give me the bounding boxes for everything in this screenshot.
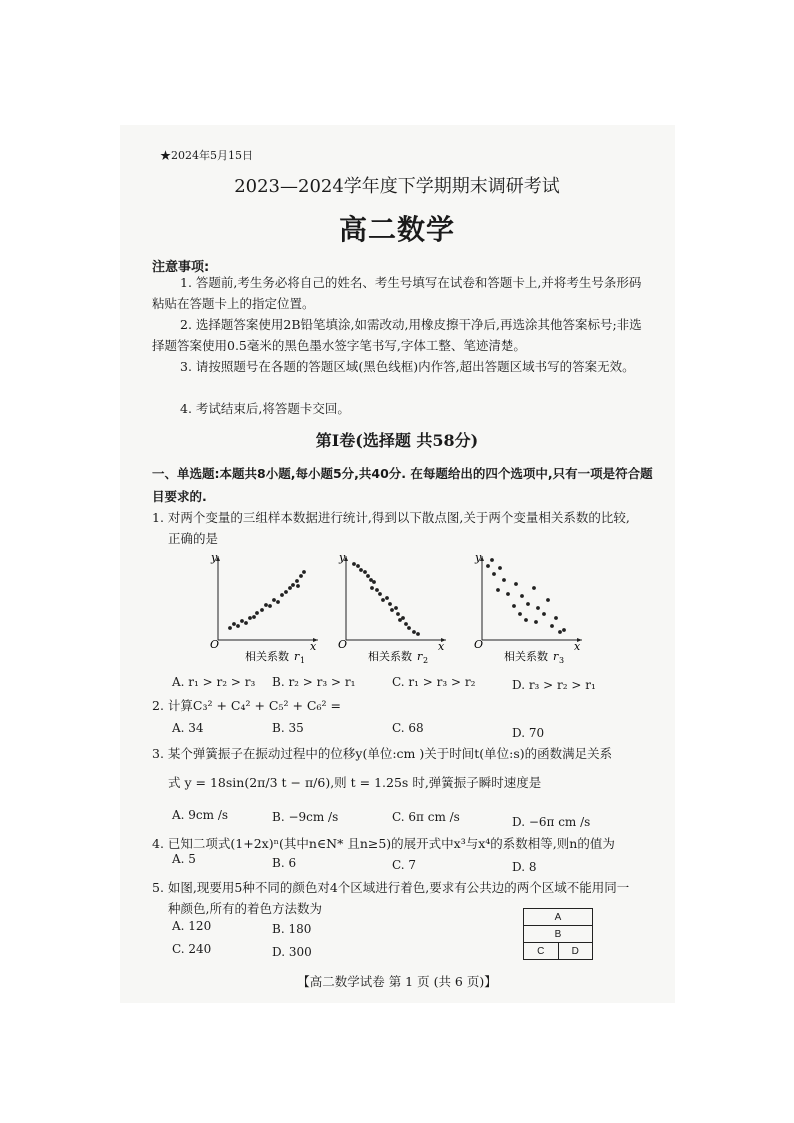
q3-option-d: D. −6π cm /s <box>512 815 591 829</box>
notice-item: 1. 答题前,考生务必将自己的姓名、考生号填写在试卷和答题卡上,并将考生号条形码粘贴在答题卡上的指定位置。 <box>152 275 642 311</box>
scatter-point <box>542 612 546 616</box>
scatter-plot-3 <box>474 551 582 665</box>
notice-item: 3. 请按照题号在各题的答题区域(黑色线框)内作答,超出答题区域书写的答案无效。 <box>180 359 635 374</box>
scatter-point <box>295 579 299 583</box>
origin-label: O <box>474 638 484 651</box>
svg-text:r: r <box>417 650 423 663</box>
scatter-point <box>280 593 284 597</box>
axis-y-label: y <box>211 551 218 564</box>
svg-text:3: 3 <box>559 656 565 665</box>
plot-2-caption: 相关系数 <box>368 650 412 663</box>
scatter-point <box>255 611 259 615</box>
scatter-point <box>260 608 264 612</box>
q5-option-a: A. 120 <box>172 919 212 933</box>
subject-title: 高二数学 <box>338 213 455 246</box>
scatter-point <box>404 622 408 626</box>
scatter-point <box>236 624 240 628</box>
scatter-point <box>284 590 288 594</box>
scatter-point <box>396 612 400 616</box>
scatter-point <box>554 616 558 620</box>
page-footer: 【高二数学试卷 第 1 页 (共 6 页)】 <box>297 974 497 989</box>
axis-x-label: x <box>310 640 317 653</box>
exam-date: ★2024年5月15日 <box>160 149 253 162</box>
q2-option-d: D. 70 <box>512 726 545 740</box>
question-3-stem-cont: 式 y = 18sin(2π/3 t − π/6),则 t = 1.25s 时,弹簧振子瞬时速度是 <box>168 775 542 790</box>
axis-y-label: y <box>475 551 482 564</box>
scatter-plots <box>200 548 620 670</box>
scatter-point <box>356 564 360 568</box>
scatter-point <box>514 582 518 586</box>
scatter-point <box>518 612 522 616</box>
scatter-point <box>232 622 236 626</box>
question-2-stem: 2. 计算C₃² + C₄² + C₅² + C₆² = <box>152 698 341 713</box>
origin-label: O <box>338 638 348 651</box>
scatter-point <box>506 592 510 596</box>
scatter-plot-2 <box>338 551 446 665</box>
scatter-point <box>264 603 268 607</box>
scatter-point <box>562 628 566 632</box>
question-5-stem-cont: 种颜色,所有的着色方法数为 <box>168 901 322 916</box>
section-instructions: 一、单选题:本题共8小题,每小题5分,共40分. 在每题给出的四个选项中,只有一项是符合题目要求的. <box>152 466 653 504</box>
scatter-point <box>302 570 306 574</box>
origin-label: O <box>210 638 220 651</box>
scatter-point <box>228 626 232 630</box>
scatter-point <box>288 586 292 590</box>
scatter-point <box>272 598 276 602</box>
q2-option-c: C. 68 <box>392 721 424 735</box>
q3-option-c: C. 6π cm /s <box>392 810 460 824</box>
plot-3-caption: 相关系数 <box>504 650 548 663</box>
plot-1-caption: 相关系数 <box>245 650 289 663</box>
scatter-point <box>524 618 528 622</box>
svg-text:r: r <box>294 650 300 663</box>
scatter-point <box>536 606 540 610</box>
q4-option-c: C. 7 <box>392 858 417 872</box>
axis-x-label: x <box>574 640 581 653</box>
scatter-point <box>401 616 405 620</box>
scatter-point <box>375 588 379 592</box>
region-c: C <box>524 943 559 960</box>
scatter-point <box>407 626 411 630</box>
scatter-point <box>372 580 376 584</box>
q1-option-c: C. r₁ > r₃ > r₂ <box>392 675 476 689</box>
scatter-point <box>532 586 536 590</box>
scatter-point <box>520 594 524 598</box>
scatter-point <box>394 606 398 610</box>
scatter-point <box>381 598 385 602</box>
q1-option-d: D. r₃ > r₂ > r₁ <box>512 678 596 692</box>
scatter-point <box>366 574 370 578</box>
region-a: A <box>524 909 593 926</box>
scatter-point <box>558 630 562 634</box>
notice-item: 2. 选择题答案使用2B铅笔填涂,如需改动,用橡皮擦干净后,再选涂其他答案标号;非选择题答案使用0.5毫米的黑色墨水签字笔书写,字体工整、笔迹清楚。 <box>152 317 642 353</box>
svg-text:r: r <box>553 650 559 663</box>
exam-title: 2023—2024学年度下学期期末调研考试 <box>234 176 560 197</box>
scatter-point <box>299 574 303 578</box>
scatter-point <box>352 562 356 566</box>
scatter-point <box>385 596 389 600</box>
scatter-point <box>370 586 374 590</box>
scatter-point <box>296 584 300 588</box>
scatter-point <box>244 621 248 625</box>
scatter-point <box>378 592 382 596</box>
question-1-stem: 1. 对两个变量的三组样本数据进行统计,得到以下散点图,关于两个变量相关系数的比较, <box>152 510 630 525</box>
q4-option-d: D. 8 <box>512 860 537 874</box>
notice-heading: 注意事项: <box>152 260 210 275</box>
scatter-point <box>390 608 394 612</box>
question-4-stem: 4. 已知二项式(1+2x)ⁿ(其中n∈N* 且n≥5)的展开式中x³与x⁴的系数相等,则n的值为 <box>152 836 615 851</box>
scatter-point <box>512 604 516 608</box>
axis-x-label: x <box>438 640 445 653</box>
svg-text:2: 2 <box>423 656 429 665</box>
q2-option-a: A. 34 <box>172 721 204 735</box>
scatter-point <box>546 598 550 602</box>
scatter-point <box>240 619 244 623</box>
scatter-point <box>502 578 506 582</box>
notice-item: 4. 考试结束后,将答题卡交回。 <box>180 401 350 416</box>
axis-y-label: y <box>339 551 346 564</box>
scatter-point <box>412 630 416 634</box>
coloring-regions-figure <box>523 908 593 960</box>
q2-option-b: B. 35 <box>272 721 304 735</box>
q5-option-b: B. 180 <box>272 922 312 936</box>
region-d: D <box>558 943 593 960</box>
scatter-point <box>291 583 295 587</box>
q4-option-a: A. 5 <box>172 852 196 866</box>
question-3-stem: 3. 某个弹簧振子在振动过程中的位移y(单位:cm )关于时间t(单位:s)的函数满足关系 <box>152 746 613 761</box>
part-title: 第Ⅰ卷(选择题 共58分) <box>315 431 479 450</box>
scatter-point <box>363 570 367 574</box>
scatter-point <box>498 566 502 570</box>
scatter-point <box>268 604 272 608</box>
scatter-point <box>276 600 280 604</box>
q3-option-b: B. −9cm /s <box>272 810 339 824</box>
q3-option-a: A. 9cm /s <box>172 808 229 822</box>
q1-option-a: A. r₁ > r₂ > r₃ <box>172 675 256 689</box>
scatter-point <box>486 564 490 568</box>
question-5-stem: 5. 如图,现要用5种不同的颜色对4个区域进行着色,要求有公共边的两个区域不能用同一 <box>152 880 630 895</box>
scatter-point <box>496 588 500 592</box>
scatter-point <box>550 624 554 628</box>
region-b: B <box>524 926 593 943</box>
scatter-point <box>534 620 538 624</box>
svg-text:1: 1 <box>300 656 306 665</box>
q1-option-b: B. r₂ > r₃ > r₁ <box>272 675 356 689</box>
question-1-stem-cont: 正确的是 <box>168 531 219 546</box>
scatter-point <box>252 615 256 619</box>
q5-option-d: D. 300 <box>272 945 312 959</box>
scatter-point <box>248 616 252 620</box>
scatter-point <box>526 602 530 606</box>
scatter-point <box>490 558 494 562</box>
scatter-point <box>359 568 363 572</box>
scatter-point <box>492 572 496 576</box>
scatter-plot-1 <box>210 551 318 665</box>
q4-option-b: B. 6 <box>272 856 297 870</box>
scatter-point <box>416 632 420 636</box>
scatter-point <box>388 602 392 606</box>
q5-option-c: C. 240 <box>172 942 212 956</box>
